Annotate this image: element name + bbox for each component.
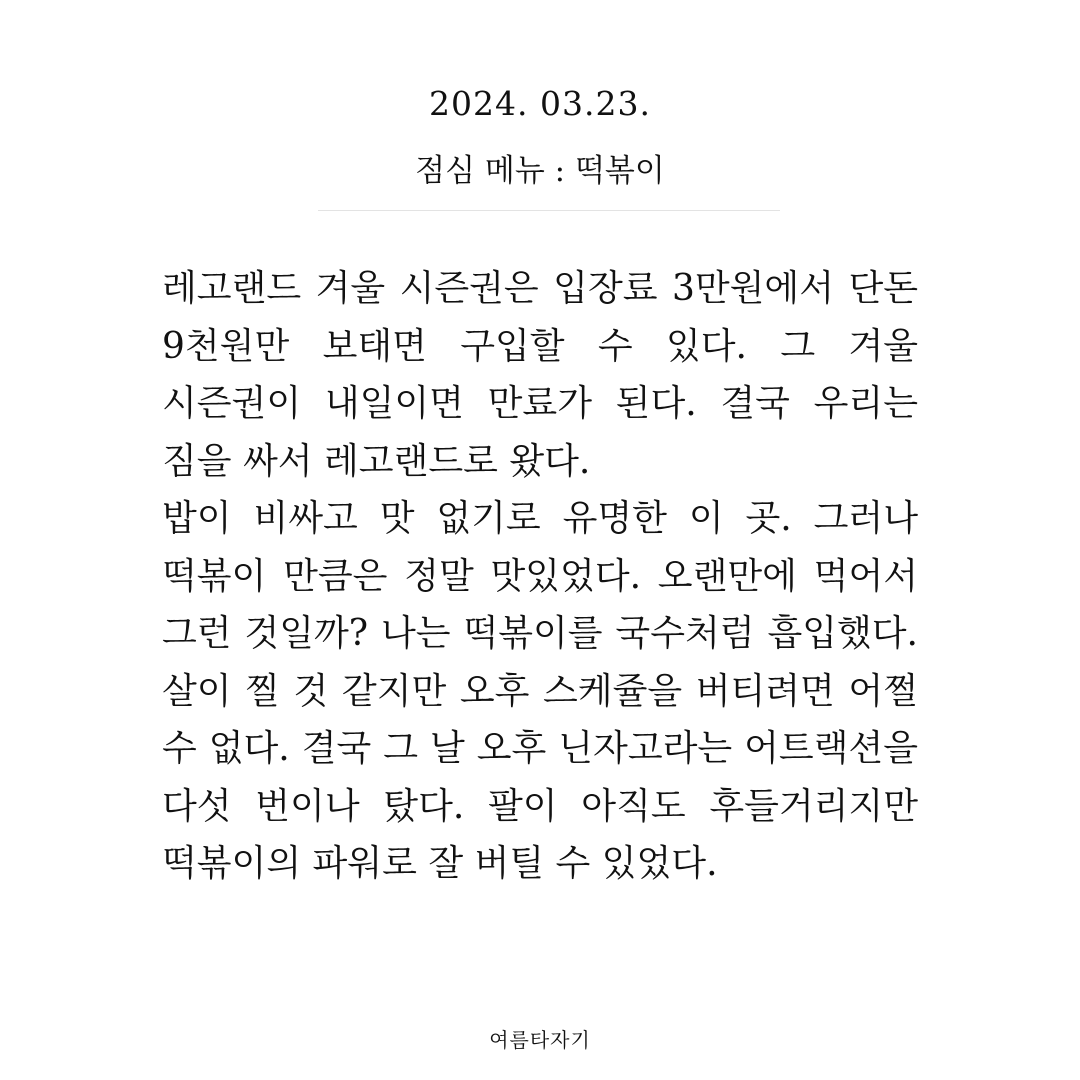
entry-date: 2024. 03.23. (429, 84, 651, 123)
diary-body (162, 260, 918, 893)
lunch-menu: 점심 메뉴 : 떡볶이 (415, 153, 665, 189)
author-signature: 여름타자기 (489, 1028, 591, 1052)
diary-paragraph: 밥이 비싸고 맛 없기로 유명한 이 곳. 그러나 떡볶이 만큼은 정말 맛있었다. 오랜만에 먹어서 그런 것일까? 나는 떡볶이를 국수처럼 흡입했다. 살이 찔 것 같지만 오후 스케쥴을 버티려면 어쩔 수 없다. 결국 그 날 오후 닌자고라는 어트랙션을 다섯 번이나 탔다. 팔이 아직도 후들거리지만 떡볶이의 파워로 잘 버틸 수 있었다. (162, 498, 918, 884)
header-divider (318, 210, 780, 211)
diary-paragraph: 레고랜드 겨울 시즌권은 입장료 3만원에서 단돈 9천원만 보태면 구입할 수 있다. 그 겨울 시즌권이 내일이면 만료가 된다. 결국 우리는 짐을 싸서 레고랜드로 왔다. (162, 268, 918, 482)
